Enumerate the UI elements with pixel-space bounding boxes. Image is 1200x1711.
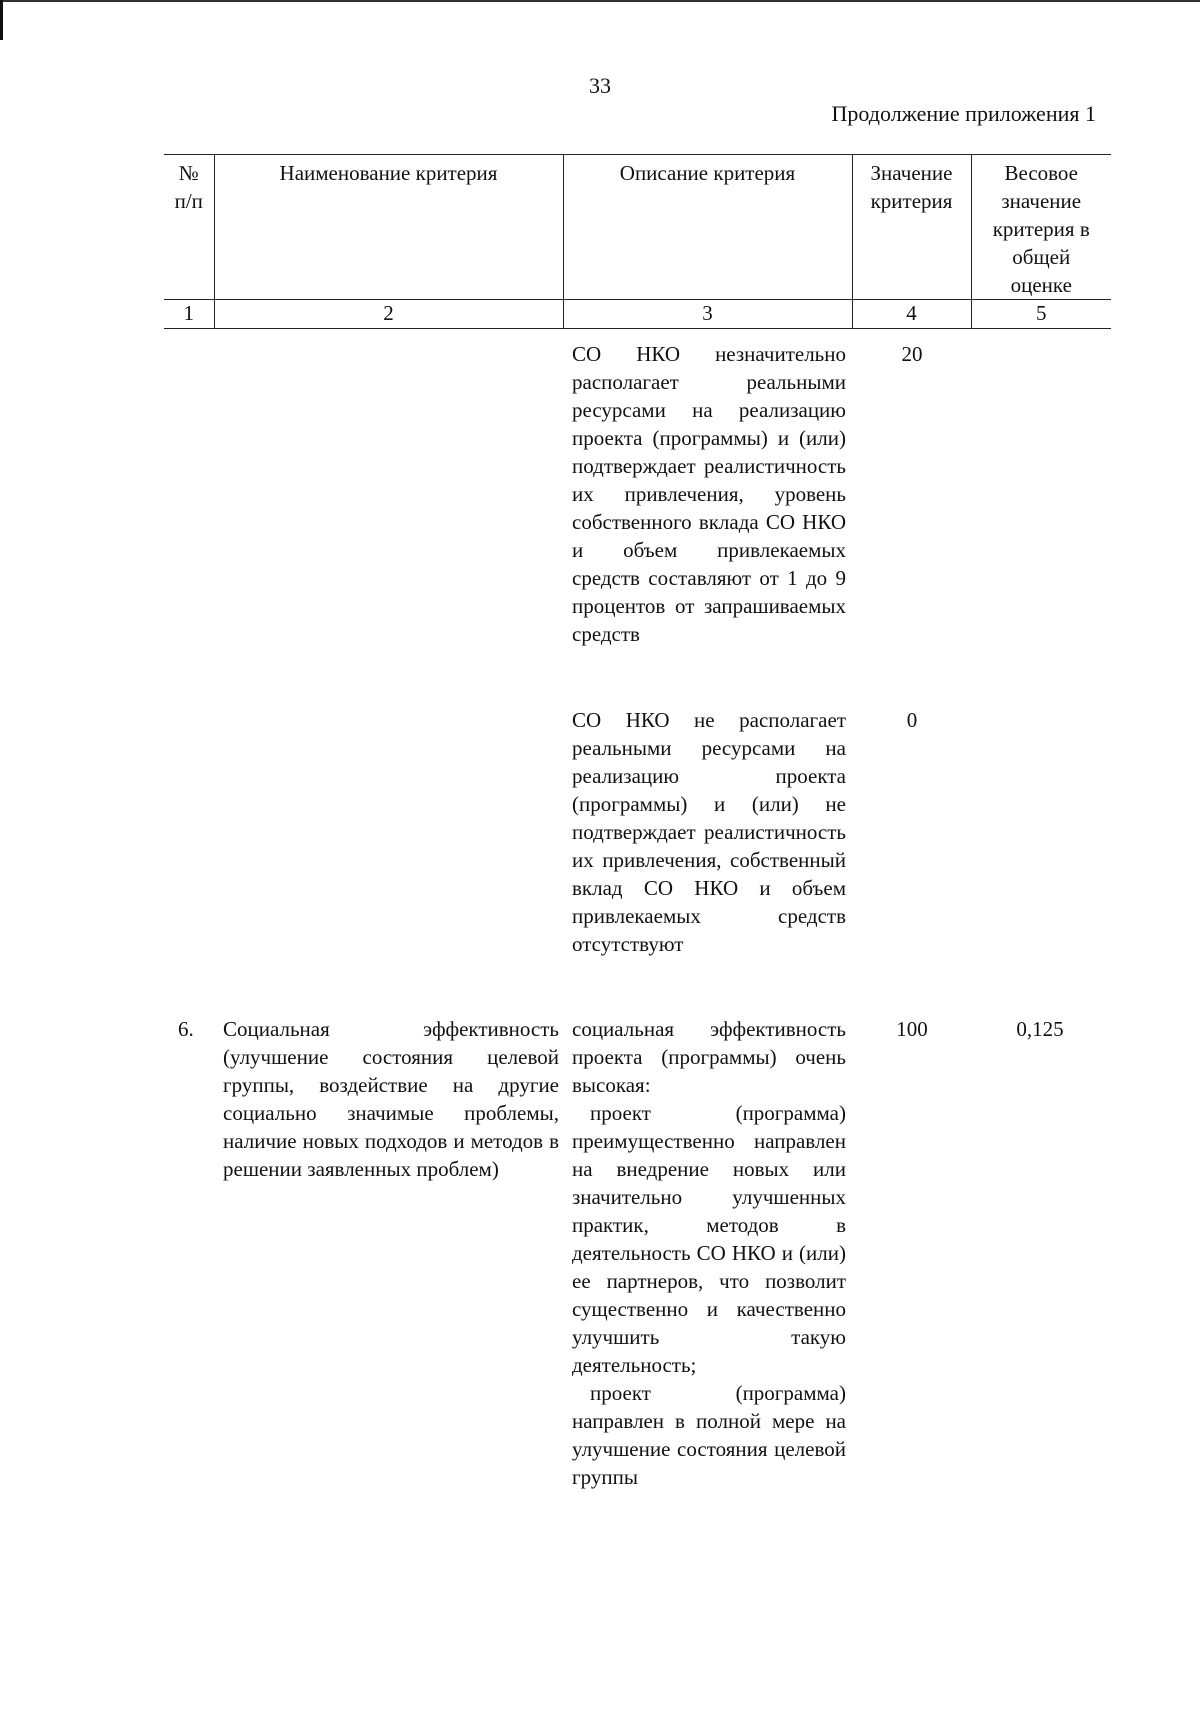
scan-top-edge <box>0 0 1200 2</box>
header-col-name: Наименование критерия <box>214 155 563 300</box>
criterion-description: СО НКО не располагает реальными ресурсами на реализацию проекта (программы) и (или) не подтверждает реалистичность их привлечения, собственный вклад СО НКО и объем привлекаемых средств отсутствуют <box>572 708 846 956</box>
scan-left-edge-mark <box>0 0 3 40</box>
criterion-name: Социальная эффективность (улучшение состояния целевой группы, воздействие на другие социально значимые проблемы, наличие новых подходов и методов в решении заявленных проблем) <box>223 1017 559 1181</box>
continuation-title: Продолжение приложения 1 <box>831 101 1096 126</box>
criterion-number: 6. <box>178 1017 194 1041</box>
column-number: 3 <box>563 300 852 329</box>
criterion-value: 100 <box>896 1017 928 1041</box>
criterion-value: 20 <box>901 342 923 366</box>
column-number-row <box>164 300 1111 329</box>
header-col-value: Значение критерия <box>852 155 971 300</box>
page-number: 33 <box>589 73 611 98</box>
criterion-description: СО НКО незначительно располагает реальными ресурсами на реализацию проекта (программы) и (или) подтверждает реалистичность их привлечения, уровень собственного вклада СО НКО и объем привлекаемых средств составляют от 1 до 9 процентов от запрашиваемых средств <box>572 342 846 646</box>
column-number: 1 <box>164 300 214 329</box>
criterion-weight: 0,125 <box>1016 1017 1064 1041</box>
header-row <box>164 155 1111 300</box>
column-number: 5 <box>971 300 1111 329</box>
header-col-description: Описание критерия <box>563 155 852 300</box>
header-col-weight: Весовое значение критерия в общей оценке <box>971 155 1111 300</box>
criterion-value: 0 <box>906 708 918 732</box>
criterion-description: социальная эффективность проекта (программы) очень высокая: проект (программа) преимущественно направлен на внедрение новых или значительно улучшенных практик, методов в деятельность СО НКО и (или) ее партнеров, что позволит существенно и качественно улучшить такую деятельность; проект (программа) направлен в полной мере на улучшение состояния целевой группы <box>572 1017 846 1489</box>
header-col-number: № п/п <box>164 155 214 300</box>
criteria-table-header <box>164 154 1111 329</box>
column-number: 2 <box>214 300 563 329</box>
column-number: 4 <box>852 300 971 329</box>
